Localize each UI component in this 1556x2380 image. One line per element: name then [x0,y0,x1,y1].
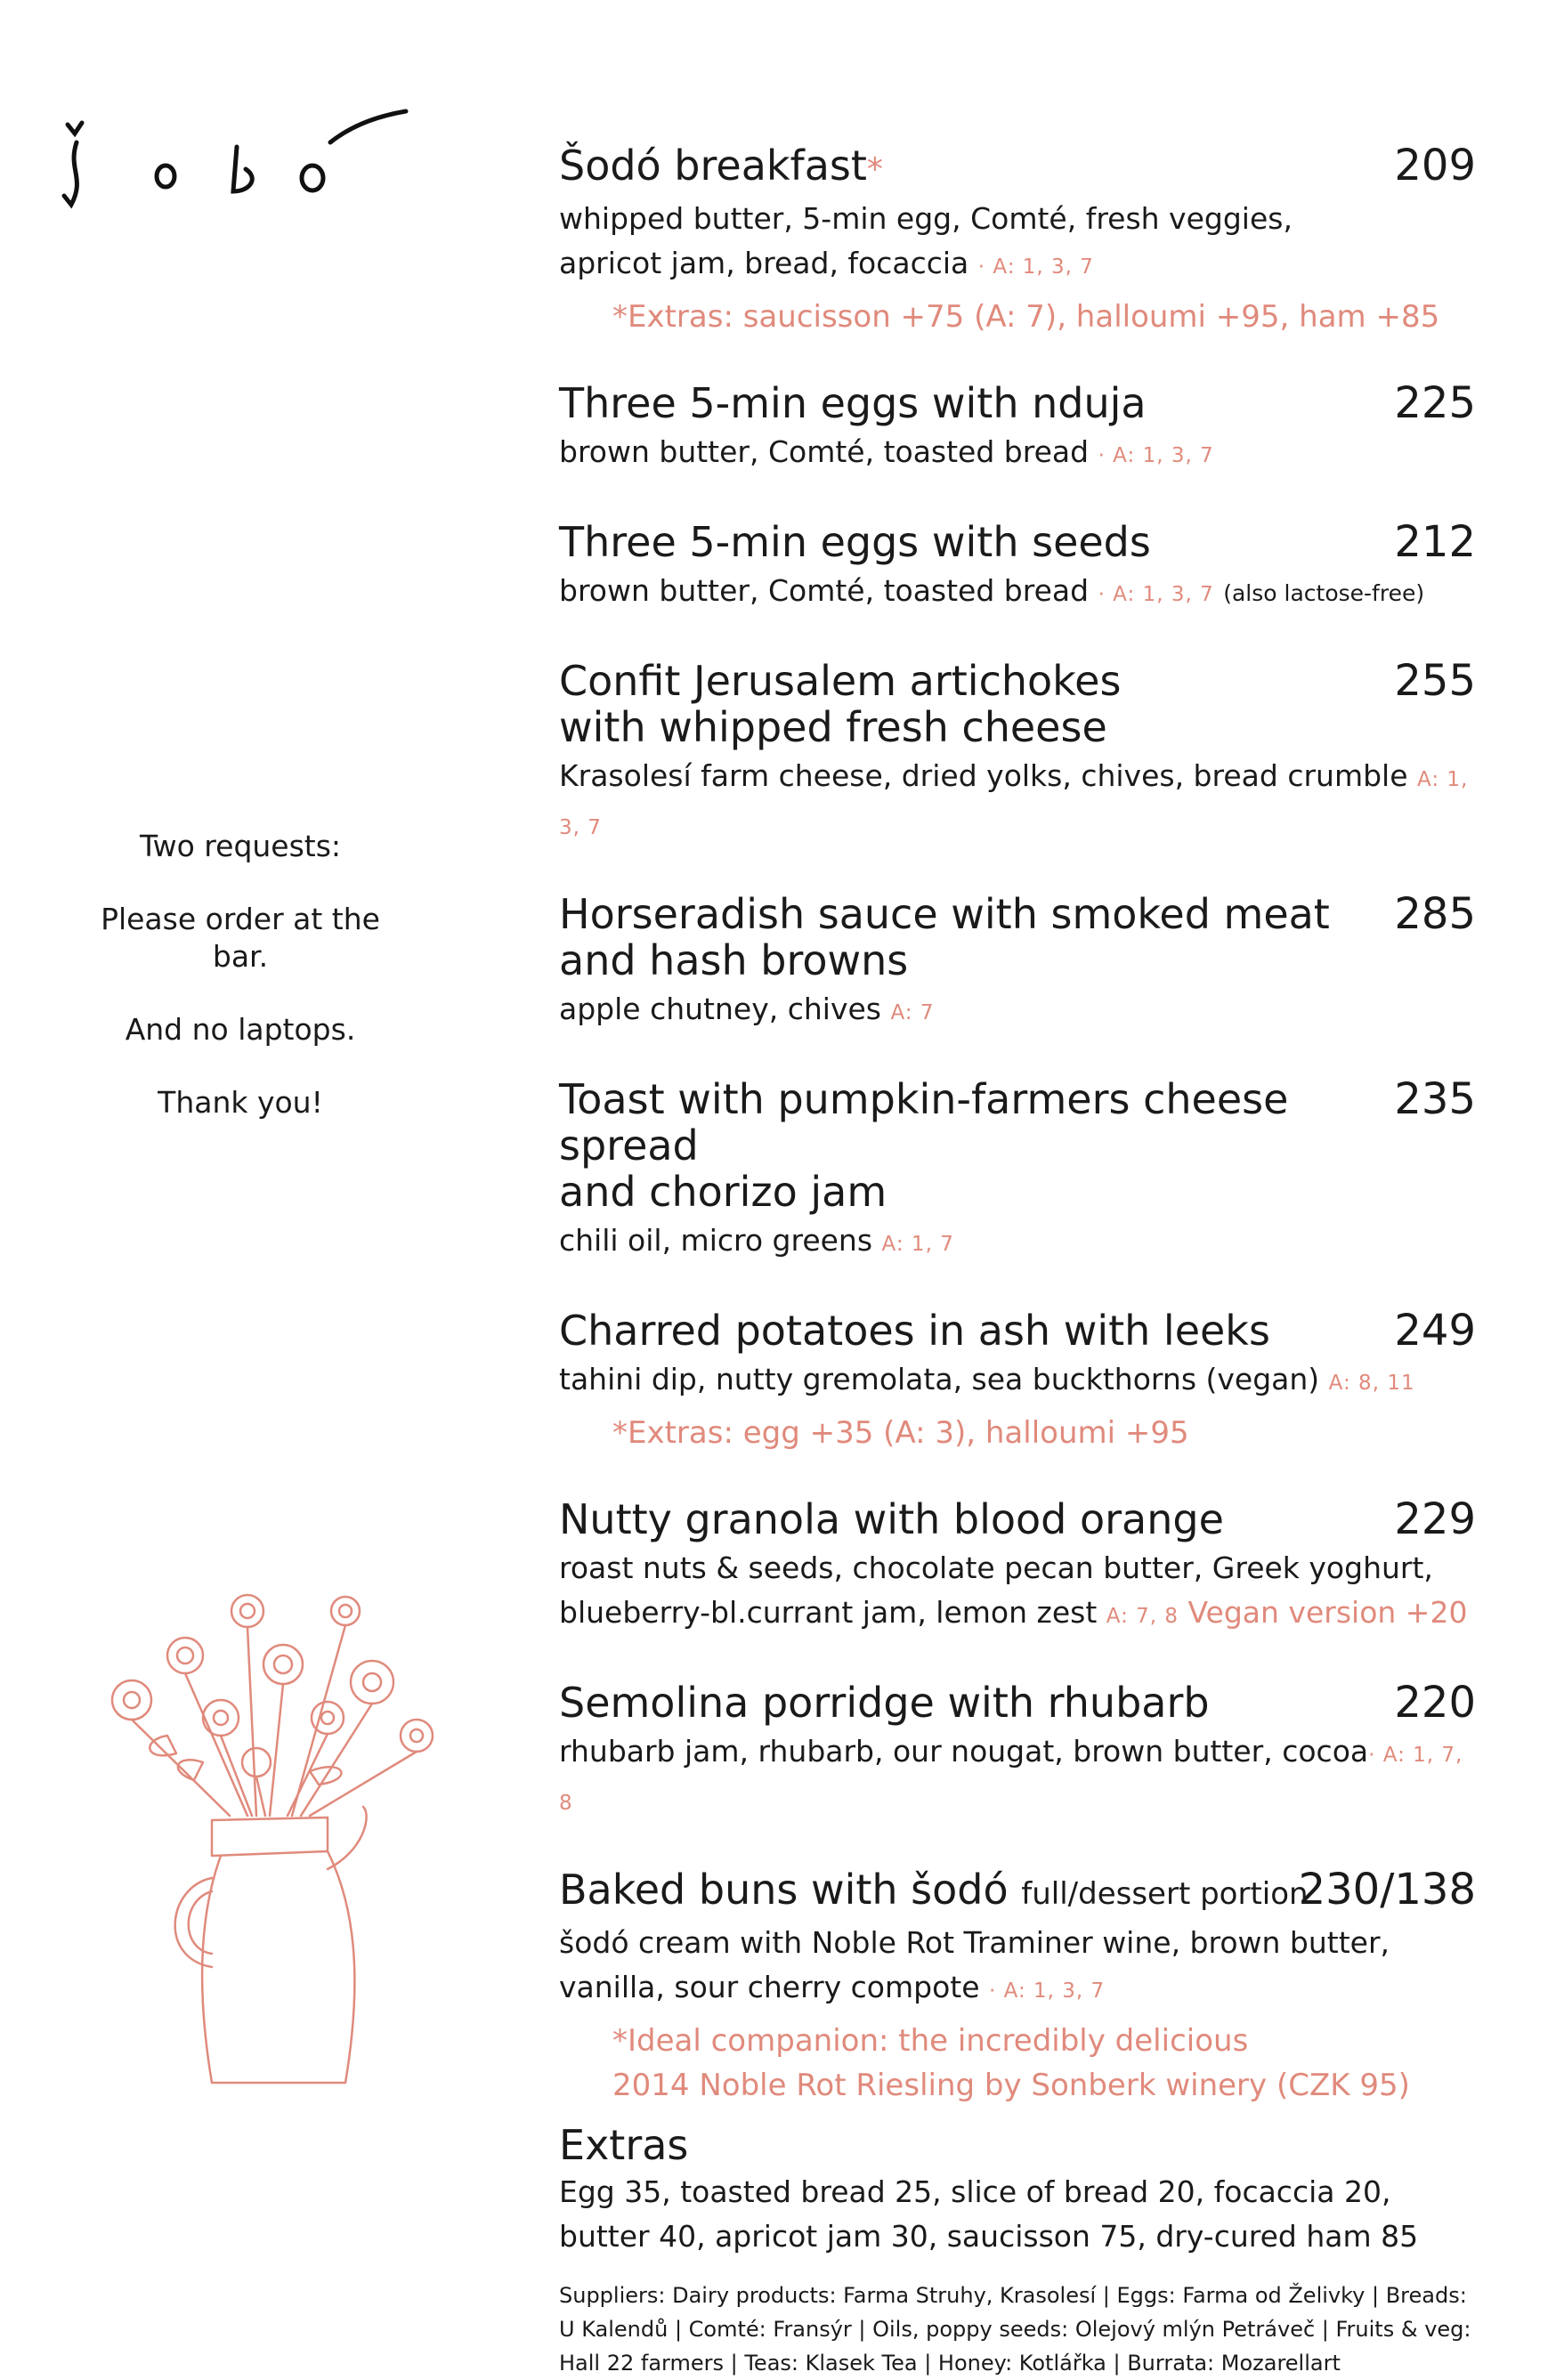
side-note-2: Please order at the bar. [101,902,380,974]
item-title: Horseradish sauce with smoked meat and hash browns [559,890,1330,984]
extras-note: *Extras: egg +35 (A: 3), halloumi +95 [612,1415,1189,1451]
menu-item [559,1680,1476,1825]
suppliers-note: Suppliers: Dairy products: Farma Struhy, Krasolesí | Eggs: Farma od Želivky | Breads: U Kalendů | Comté: Fransýr | Oils, poppy seeds: Olejový mlýn Petráveč | Fruits & veg: Hall 22 farmers | Teas: Klasek Tea | Honey: Kotlářka | Burrata: Mozarellart [559,2283,1471,2376]
allergens: · A: 1, 3, 7 [1098,444,1214,467]
item-description: roast nuts & seeds, chocolate pecan butter, Greek yoghurt, blueberry-bl.currant jam, lemon zest A: 7, 8 Vegan version +20 [559,1550,1468,1630]
vegan-version: Vegan version +20 [1187,1595,1468,1630]
allergens: · A: 1, 7, 8 [559,1744,1463,1815]
item-title: Three 5-min eggs with nduja [559,379,1147,427]
item-description: brown butter, Comté, toasted bread · A: 1, 3, 7 [559,434,1214,469]
item-price: 212 [1394,517,1476,567]
sodo-logo [59,107,415,214]
menu-item [559,380,1476,478]
menu-item [559,1496,1476,1639]
menu-item [559,891,1476,1035]
item-price: 255 [1394,656,1476,706]
menu-list [559,142,1476,2380]
allergens: A: 8, 11 [1328,1372,1415,1395]
item-title: Charred potatoes in ash with leeks [559,1307,1270,1355]
item-description: whipped butter, 5-min egg, Comté, fresh veggies, apricot jam, bread, focaccia · A: 1, 3, 7 [559,201,1293,280]
allergens: A: 1, 7 [881,1233,954,1256]
extras-title: Extras [559,2121,689,2169]
item-price: 285 [1394,889,1476,939]
extras-section [559,2120,1476,2259]
menu-item [559,1866,1476,2108]
item-title: Baked buns with šodó full/dessert portion [559,1866,1309,1914]
menu-item [559,1076,1476,1267]
menu-item [559,658,1476,850]
item-title: Semolina porridge with rhubarb [559,1679,1210,1727]
side-note-3: And no laptops. [125,1012,356,1047]
allergens: · A: 1, 3, 7 [1098,583,1214,606]
allergens: A: 7, 8 [1106,1605,1179,1628]
item-description: tahini dip, nutty gremolata, sea buckthorns (vegan) A: 8, 11 [559,1362,1415,1396]
item-price: 229 [1394,1494,1476,1544]
item-price: 209 [1394,141,1476,190]
item-description: šodó cream with Noble Rot Traminer wine, brown butter, vanilla, sour cherry compote · A: 1, 3, 7 [559,1925,1390,2004]
lactose-free-note: (also lactose-free) [1223,580,1425,606]
extras-list: Egg 35, toasted bread 25, slice of bread 20, focaccia 20, butter 40, apricot jam 30, saucisson 75, dry-cured ham 85 [559,2174,1419,2254]
item-title: Toast with pumpkin-farmers cheese spread and chorizo jam [559,1075,1289,1216]
menu-item [559,1307,1476,1455]
allergens: A: 1, 3, 7 [559,768,1469,839]
flower-vase-illustration [78,1584,452,2101]
item-title: Šodó breakfast* [559,142,883,190]
menu-item [559,142,1476,339]
item-description: chili oil, micro greens A: 1, 7 [559,1223,954,1258]
item-price: 249 [1394,1306,1476,1356]
item-price: 225 [1394,378,1476,428]
extras-note: *Extras: saucisson +75 (A: 7), halloumi +95, ham +85 [612,299,1440,335]
item-price: 220 [1394,1678,1476,1728]
item-title: Nutty granola with blood orange [559,1495,1224,1543]
item-description: apple chutney, chives A: 7 [559,992,935,1026]
side-notes [80,828,401,1157]
item-price: 235 [1394,1074,1476,1124]
item-title: Three 5-min eggs with seeds [559,518,1151,566]
item-description: brown butter, Comté, toasted bread · A: 1, 3, 7 (also lactose-free) [559,573,1425,608]
allergens: · A: 1, 3, 7 [989,1979,1106,2003]
side-note-4: Thank you! [158,1085,323,1120]
item-description: Krasolesí farm cheese, dried yolks, chives, bread crumble A: 1, 3, 7 [559,758,1469,839]
menu-item [559,519,1476,617]
item-title: Confit Jerusalem artichokes with whipped fresh cheese [559,657,1122,751]
item-description: rhubarb jam, rhubarb, our nougat, brown butter, cocoa· A: 1, 7, 8 [559,1734,1463,1815]
item-price: 230/138 [1298,1865,1476,1915]
allergens: · A: 1, 3, 7 [977,255,1094,279]
allergens: A: 7 [890,1001,935,1024]
side-note-1: Two requests: [139,829,342,863]
wine-pairing-note: *Ideal companion: the incredibly delicious 2014 Noble Rot Riesling by Sonberk winery (CZK 95) [612,2023,1410,2103]
